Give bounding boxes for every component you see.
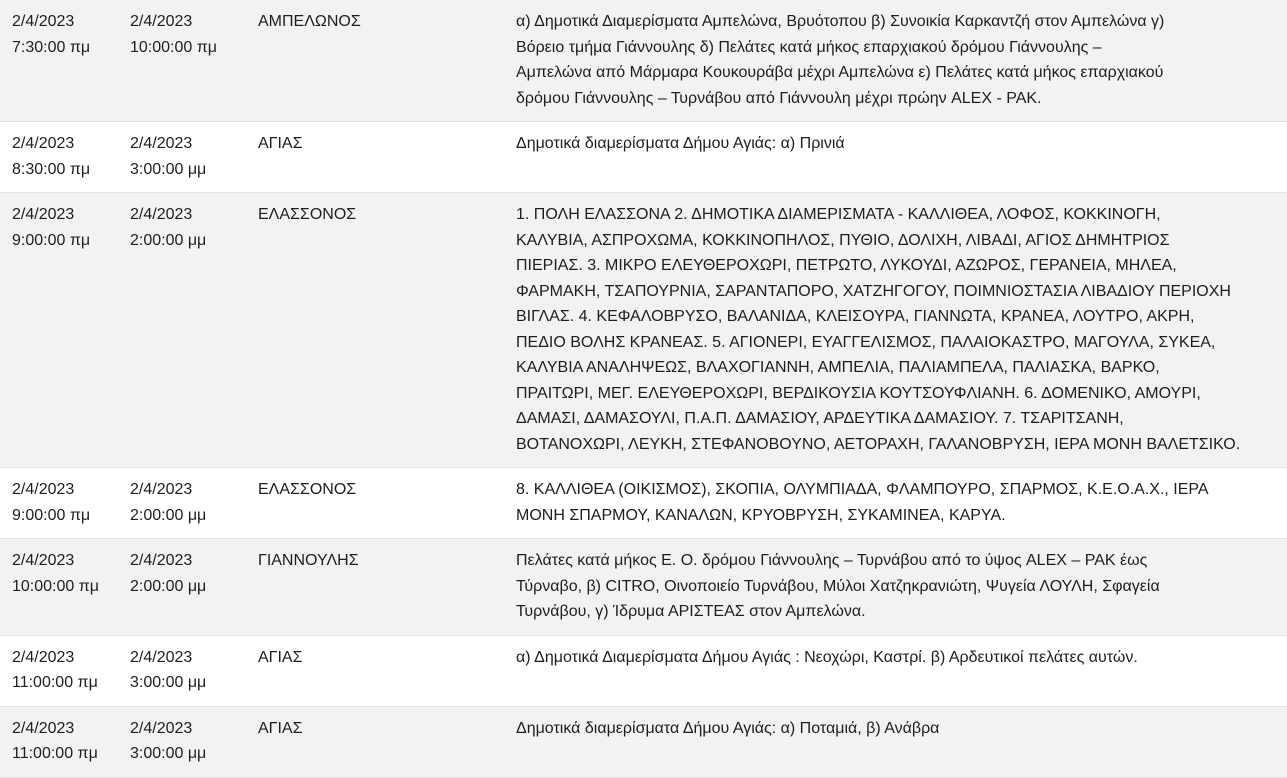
table-row xyxy=(0,0,1287,122)
area-cell xyxy=(258,0,516,122)
end-time: 2:00:00 μμ xyxy=(130,577,207,595)
start-time: 9:00:00 πμ xyxy=(12,231,91,249)
end-cell xyxy=(130,0,258,122)
description-cell xyxy=(516,539,1287,636)
description-line: δρόμου Γιάννουλης – Τυρνάβου από Γιάννουλη μέχρι πρώην ALEX - ΡΑΚ. xyxy=(516,89,1042,107)
start-time: 11:00:00 πμ xyxy=(12,674,98,691)
start-time: 10:00:00 πμ xyxy=(12,577,99,595)
table-row xyxy=(0,122,1287,193)
description-cell xyxy=(516,193,1287,468)
end-date: 2/4/2023 xyxy=(130,648,193,666)
area-name: ΑΓΙΑΣ xyxy=(258,135,303,152)
area-name: ΑΓΙΑΣ xyxy=(258,719,303,737)
description-line: Τυρνάβου, γ) Ίδρυμα ΑΡΙΣΤΕΑΣ στον Αμπελώνα. xyxy=(516,603,866,620)
start-cell xyxy=(0,635,130,706)
description-line: Δημοτικά διαμερίσματα Δήμου Αγιάς: α) Ποταμιά, β) Ανάβρα xyxy=(516,719,940,737)
description-cell xyxy=(516,0,1287,122)
description-line: Δημοτικά διαμερίσματα Δήμου Αγιάς: α) Πρινιά xyxy=(516,135,845,152)
description-cell xyxy=(516,706,1287,777)
area-cell xyxy=(258,193,516,468)
end-time: 2:00:00 μμ xyxy=(130,506,207,524)
area-cell xyxy=(258,468,516,539)
description-line: ΒΟΤΑΝΟΧΩΡΙ, ΛΕΥΚΗ, ΣΤΕΦΑΝΟΒΟΥΝΟ, ΑΕΤΟΡΑΧΗ, ΓΑΛΑΝΟΒΡΥΣΗ, ΙΕΡΑ ΜΟΝΗ ΒΑΛΕΤΣΙΚΟ. xyxy=(516,435,1241,453)
start-date: 2/4/2023 xyxy=(12,206,75,223)
description-line: 8. ΚΑΛΛΙΘΕΑ (ΟΙΚΙΣΜΟΣ), ΣΚΟΠΙΑ, ΟΛΥΜΠΙΑΔΑ, ΦΛΑΜΠΟΥΡΟ, ΣΠΑΡΜΟΣ, Κ.Ε.Ο.Α.Χ., ΙΕΡΑ xyxy=(516,481,1209,498)
start-date: 2/4/2023 xyxy=(12,648,75,666)
area-name: ΑΓΙΑΣ xyxy=(258,648,303,666)
area-name: ΓΙΑΝΝΟΥΛΗΣ xyxy=(258,552,359,569)
description-line: Αμπελώνα από Μάρμαρα Κουκουράβα μέχρι Αμπελώνα ε) Πελάτες κατά μήκος επαρχιακού xyxy=(516,64,1164,81)
description-line: Βόρειο τμήμα Γιάννουλης δ) Πελάτες κατά μήκος επαρχιακού δρόμου Γιάννουλης – xyxy=(516,38,1102,56)
description-line: ΦΑΡΜΑΚΗ, ΤΣΑΠΟΥΡΝΙΑ, ΣΑΡΑΝΤΑΠΟΡΟ, ΧΑΤΖΗΓΟΓΟΥ, ΠΟΙΜΝΙΟΣΤΑΣΙΑ ΛΙΒΑΔΙΟΥ ΠΕΡΙΟΧΗ xyxy=(516,282,1231,300)
description-cell xyxy=(516,468,1287,539)
description-line: ΚΑΛΥΒΙΑ ΑΝΑΛΗΨΕΩΣ, ΒΛΑΧΟΓΙΑΝΝΗ, ΑΜΠΕΛΙΑ, ΠΑΛΙΑΜΠΕΛΑ, ΠΑΛΙΑΣΚΑ, ΒΑΡΚΟ, xyxy=(516,359,1160,376)
end-time: 3:00:00 μμ xyxy=(130,745,207,762)
area-cell xyxy=(258,635,516,706)
start-date: 2/4/2023 xyxy=(12,552,75,569)
description-line: Τύρναβο, β) CITRO, Οινοποιείο Τυρνάβου, Μύλοι Χατζηκρανιώτη, Ψυγεία ΛΟΥΛΗ, Σφαγεία xyxy=(516,577,1160,595)
start-cell xyxy=(0,468,130,539)
start-cell xyxy=(0,539,130,636)
description-cell xyxy=(516,635,1287,706)
description-line: ΠΕΔΙΟ ΒΟΛΗΣ ΚΡΑΝΕΑΣ. 5. ΑΓΙΟΝΕΡΙ, ΕΥΑΓΓΕΛΙΣΜΟΣ, ΠΑΛΑΙΟΚΑΣΤΡΟ, ΜΑΓΟΥΛΑ, ΣΥΚΕΑ, xyxy=(516,333,1216,351)
end-date: 2/4/2023 xyxy=(130,13,193,30)
start-cell xyxy=(0,122,130,193)
end-date: 2/4/2023 xyxy=(130,719,193,737)
description-cell xyxy=(516,122,1287,193)
start-cell xyxy=(0,706,130,777)
area-cell xyxy=(258,539,516,636)
end-date: 2/4/2023 xyxy=(130,135,193,152)
table-row xyxy=(0,706,1287,777)
start-cell xyxy=(0,193,130,468)
description-line: ΜΟΝΗ ΣΠΑΡΜΟΥ, ΚΑΝΑΛΩΝ, ΚΡΥΟΒΡΥΣΗ, ΣΥΚΑΜΙΝΕΑ, ΚΑΡΥΑ. xyxy=(516,506,1006,524)
description-line: ΒΙΓΛΑΣ. 4. ΚΕΦΑΛΟΒΡΥΣΟ, ΒΑΛΑΝΙΔΑ, ΚΛΕΙΣΟΥΡΑ, ΓΙΑΝΝΩΤΑ, ΚΡΑΝΕΑ, ΛΟΥΤΡΟ, ΑΚΡΗ, xyxy=(516,308,1195,325)
start-time: 8:30:00 πμ xyxy=(12,160,91,178)
table-row xyxy=(0,539,1287,636)
end-cell xyxy=(130,193,258,468)
start-time: 9:00:00 πμ xyxy=(12,506,91,524)
end-cell xyxy=(130,539,258,636)
description-line: α) Δημοτικά Διαμερίσματα Δήμου Αγιάς : Νεοχώρι, Καστρί. β) Αρδευτικοί πελάτες αυτών. xyxy=(516,648,1138,666)
start-date: 2/4/2023 xyxy=(12,13,75,30)
end-cell xyxy=(130,635,258,706)
table-row xyxy=(0,193,1287,468)
description-line: ΠΙΕΡΙΑΣ. 3. ΜΙΚΡΟ ΕΛΕΥΘΕΡΟΧΩΡΙ, ΠΕΤΡΩΤΟ, ΛΥΚΟΥΔΙ, ΑΖΩΡΟΣ, ΓΕΡΑΝΕΙΑ, ΜΗΛΕΑ, xyxy=(516,257,1177,274)
end-time: 10:00:00 πμ xyxy=(130,38,217,56)
description-line: α) Δημοτικά Διαμερίσματα Αμπελώνα, Βρυότοπου β) Συνοικία Καρκαντζή στον Αμπελώνα γ) xyxy=(516,13,1165,30)
end-cell xyxy=(130,122,258,193)
start-date: 2/4/2023 xyxy=(12,719,75,737)
area-cell xyxy=(258,122,516,193)
table-row xyxy=(0,468,1287,539)
start-cell xyxy=(0,0,130,122)
end-cell xyxy=(130,706,258,777)
description-line: 1. ΠΟΛΗ ΕΛΑΣΣΟΝΑ 2. ΔΗΜΟΤΙΚΑ ΔΙΑΜΕΡΙΣΜΑΤΑ - ΚΑΛΛΙΘΕΑ, ΛΟΦΟΣ, ΚΟΚΚΙΝΟΓΗ, xyxy=(516,206,1161,223)
start-date: 2/4/2023 xyxy=(12,481,75,498)
area-name: ΕΛΑΣΣΟΝΟΣ xyxy=(258,206,357,223)
area-name: ΑΜΠΕΛΩΝΟΣ xyxy=(258,13,361,30)
end-cell xyxy=(130,468,258,539)
start-time: 11:00:00 πμ xyxy=(12,745,98,762)
table-row xyxy=(0,635,1287,706)
start-date: 2/4/2023 xyxy=(12,135,75,152)
end-date: 2/4/2023 xyxy=(130,481,193,498)
end-date: 2/4/2023 xyxy=(130,206,193,223)
end-time: 3:00:00 μμ xyxy=(130,674,207,691)
description-line: ΚΑΛΥΒΙΑ, ΑΣΠΡΟΧΩΜΑ, ΚΟΚΚΙΝΟΠΗΛΟΣ, ΠΥΘΙΟ, ΔΟΛΙΧΗ, ΛΙΒΑΔΙ, ΑΓΙΟΣ ΔΗΜΗΤΡΙΟΣ xyxy=(516,231,1170,249)
end-time: 3:00:00 μμ xyxy=(130,160,207,178)
description-line: ΠΡΑΙΤΩΡΙ, ΜΕΓ. ΕΛΕΥΘΕΡΟΧΩΡΙ, ΒΕΡΔΙΚΟΥΣΙΑ ΚΟΥΤΣΟΥΦΛΙΑΝΗ. 6. ΔΟΜΕΝΙΚΟ, ΑΜΟΥΡΙ, xyxy=(516,384,1201,402)
start-time: 7:30:00 πμ xyxy=(12,38,91,56)
area-name: ΕΛΑΣΣΟΝΟΣ xyxy=(258,481,357,498)
description-line: ΔΑΜΑΣΙ, ΔΑΜΑΣΟΥΛΙ, Π.Α.Π. ΔΑΜΑΣΙΟΥ, ΑΡΔΕΥΤΙΚΑ ΔΑΜΑΣΙΟΥ. 7. ΤΣΑΡΙΤΣΑΝΗ, xyxy=(516,410,1124,427)
end-time: 2:00:00 μμ xyxy=(130,231,207,249)
end-date: 2/4/2023 xyxy=(130,552,193,569)
description-line: Πελάτες κατά μήκος Ε. Ο. δρόμου Γιάννουλης – Τυρνάβου από το ύψος ALEX – ΡΑΚ έως xyxy=(516,552,1148,569)
area-cell xyxy=(258,706,516,777)
